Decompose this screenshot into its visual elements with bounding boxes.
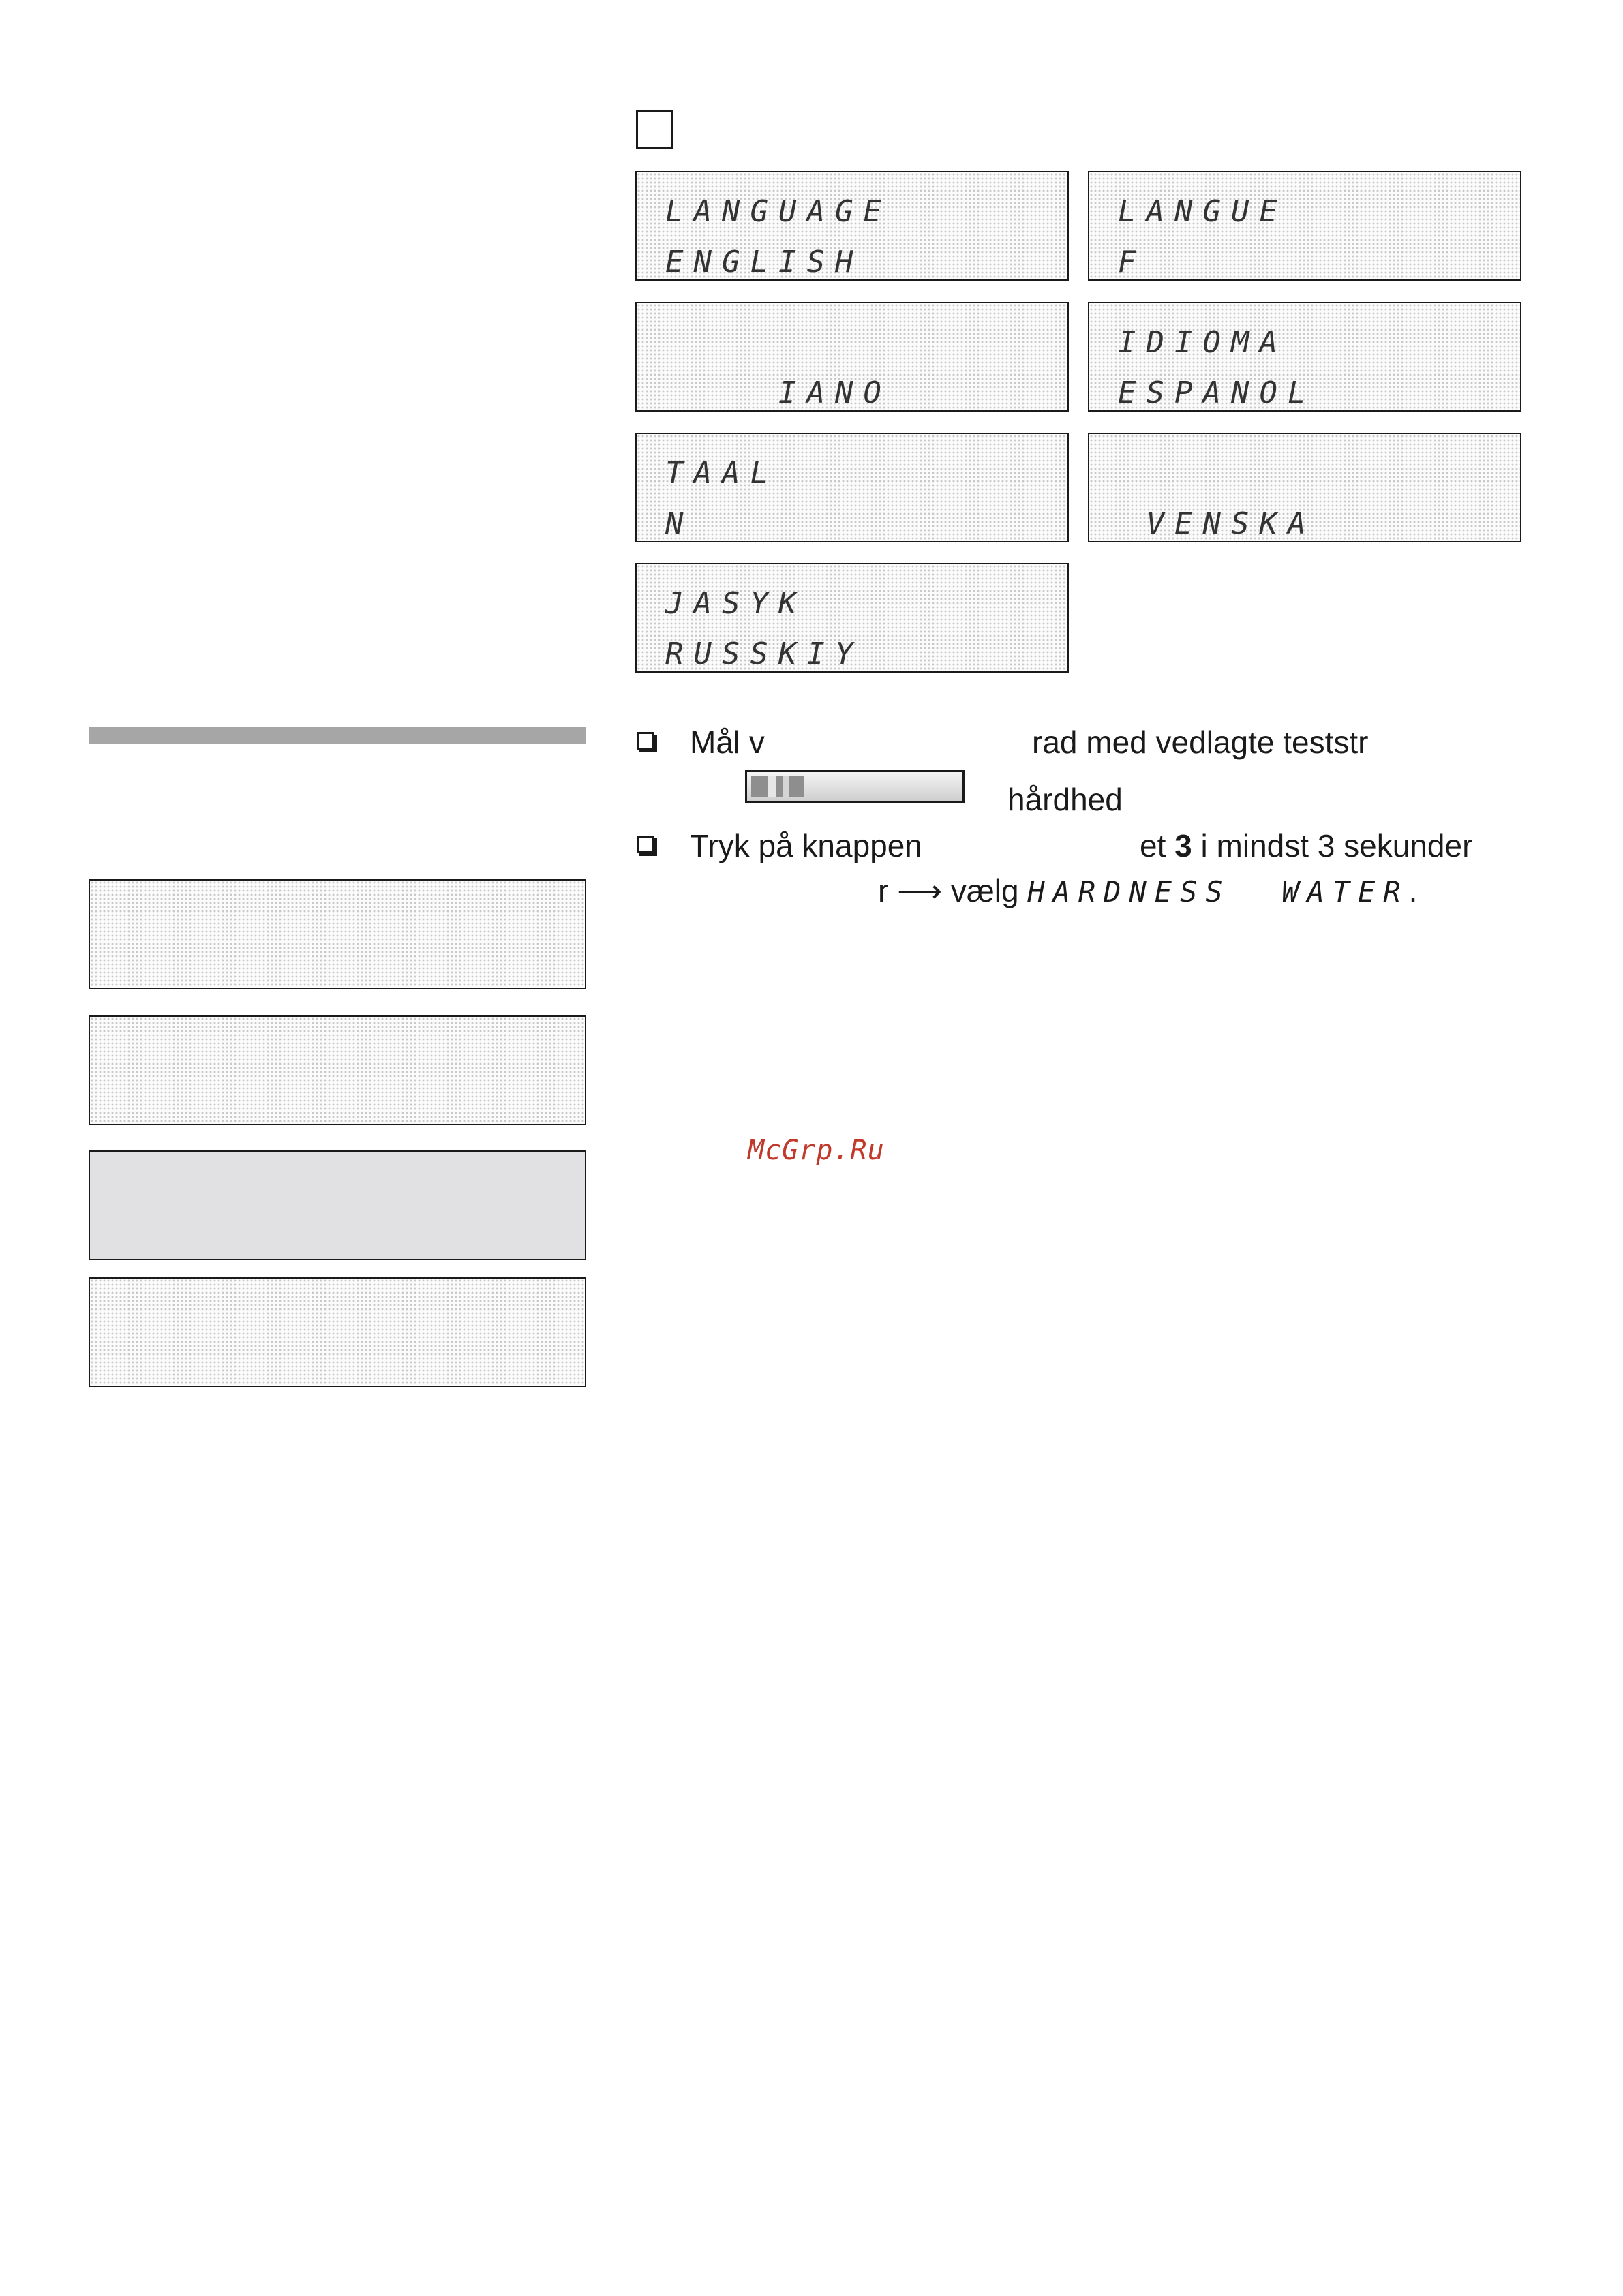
side-panel-2 — [89, 1015, 586, 1125]
test-strip-image — [745, 770, 965, 803]
lcd-line-2: ENGLISH — [665, 245, 864, 279]
bullet2-bold-number: 3 — [1174, 828, 1192, 863]
lcd-panel-russian — [635, 563, 1069, 673]
bullet2-text-c: i mindst 3 sekunder — [1192, 828, 1473, 863]
watermark: McGrp.Ru — [748, 1135, 885, 1166]
lcd-line-2: ESPANOL — [1118, 376, 1316, 410]
bullet1-text-c: hårdhed — [1007, 782, 1123, 817]
bullet2-line2-a: r — [878, 873, 889, 908]
period: . — [1408, 873, 1418, 908]
step-number-box — [636, 110, 673, 149]
lcd-line-2: F — [1118, 245, 1147, 279]
bullet1-text-b: rad med vedlagte teststr — [1032, 724, 1369, 760]
lcd-line-2: N — [665, 506, 694, 541]
lcd-line-1: IDIOMA — [1118, 325, 1288, 360]
bullet2-text-b-plain: et — [1140, 828, 1175, 863]
bullet2-line2-b: vælg — [942, 873, 1028, 908]
lcd-line-2: IANO — [665, 376, 892, 410]
lcd-panel-french — [1088, 171, 1521, 281]
lcd-panel-dutch — [635, 433, 1069, 542]
bullet2-text-a: Tryk på knappen — [690, 828, 922, 863]
lcd-line-1: LANGUAGE — [665, 194, 892, 229]
side-panel-1 — [89, 879, 586, 989]
lcd-panel-spanish — [1088, 302, 1521, 412]
side-panel-4 — [89, 1277, 586, 1387]
lcd-panel-swedish — [1088, 433, 1521, 542]
bullet1-text-a: Mål v — [690, 724, 765, 760]
lcd-line-1: TAAL — [665, 456, 778, 491]
lcd-line-2: VENSKA — [1118, 506, 1316, 541]
bullet2-line2 — [878, 875, 1417, 906]
checkbox-icon — [637, 732, 654, 750]
lcd-panel-italian — [635, 302, 1069, 412]
lcd-line-1: LANGUE — [1118, 194, 1288, 229]
lcd-panel-english — [635, 171, 1069, 281]
lcd-line-1: JASYK — [665, 586, 807, 621]
section-rule — [89, 727, 586, 744]
bullet2-text-b — [1140, 830, 1472, 861]
checkbox-icon — [637, 836, 654, 853]
lcd-inline-text: HARDNESS WATER — [1027, 875, 1409, 908]
arrow-icon: ⟶ — [897, 873, 943, 908]
lcd-line-2: RUSSKIY — [665, 637, 864, 671]
side-panel-3 — [89, 1150, 586, 1260]
